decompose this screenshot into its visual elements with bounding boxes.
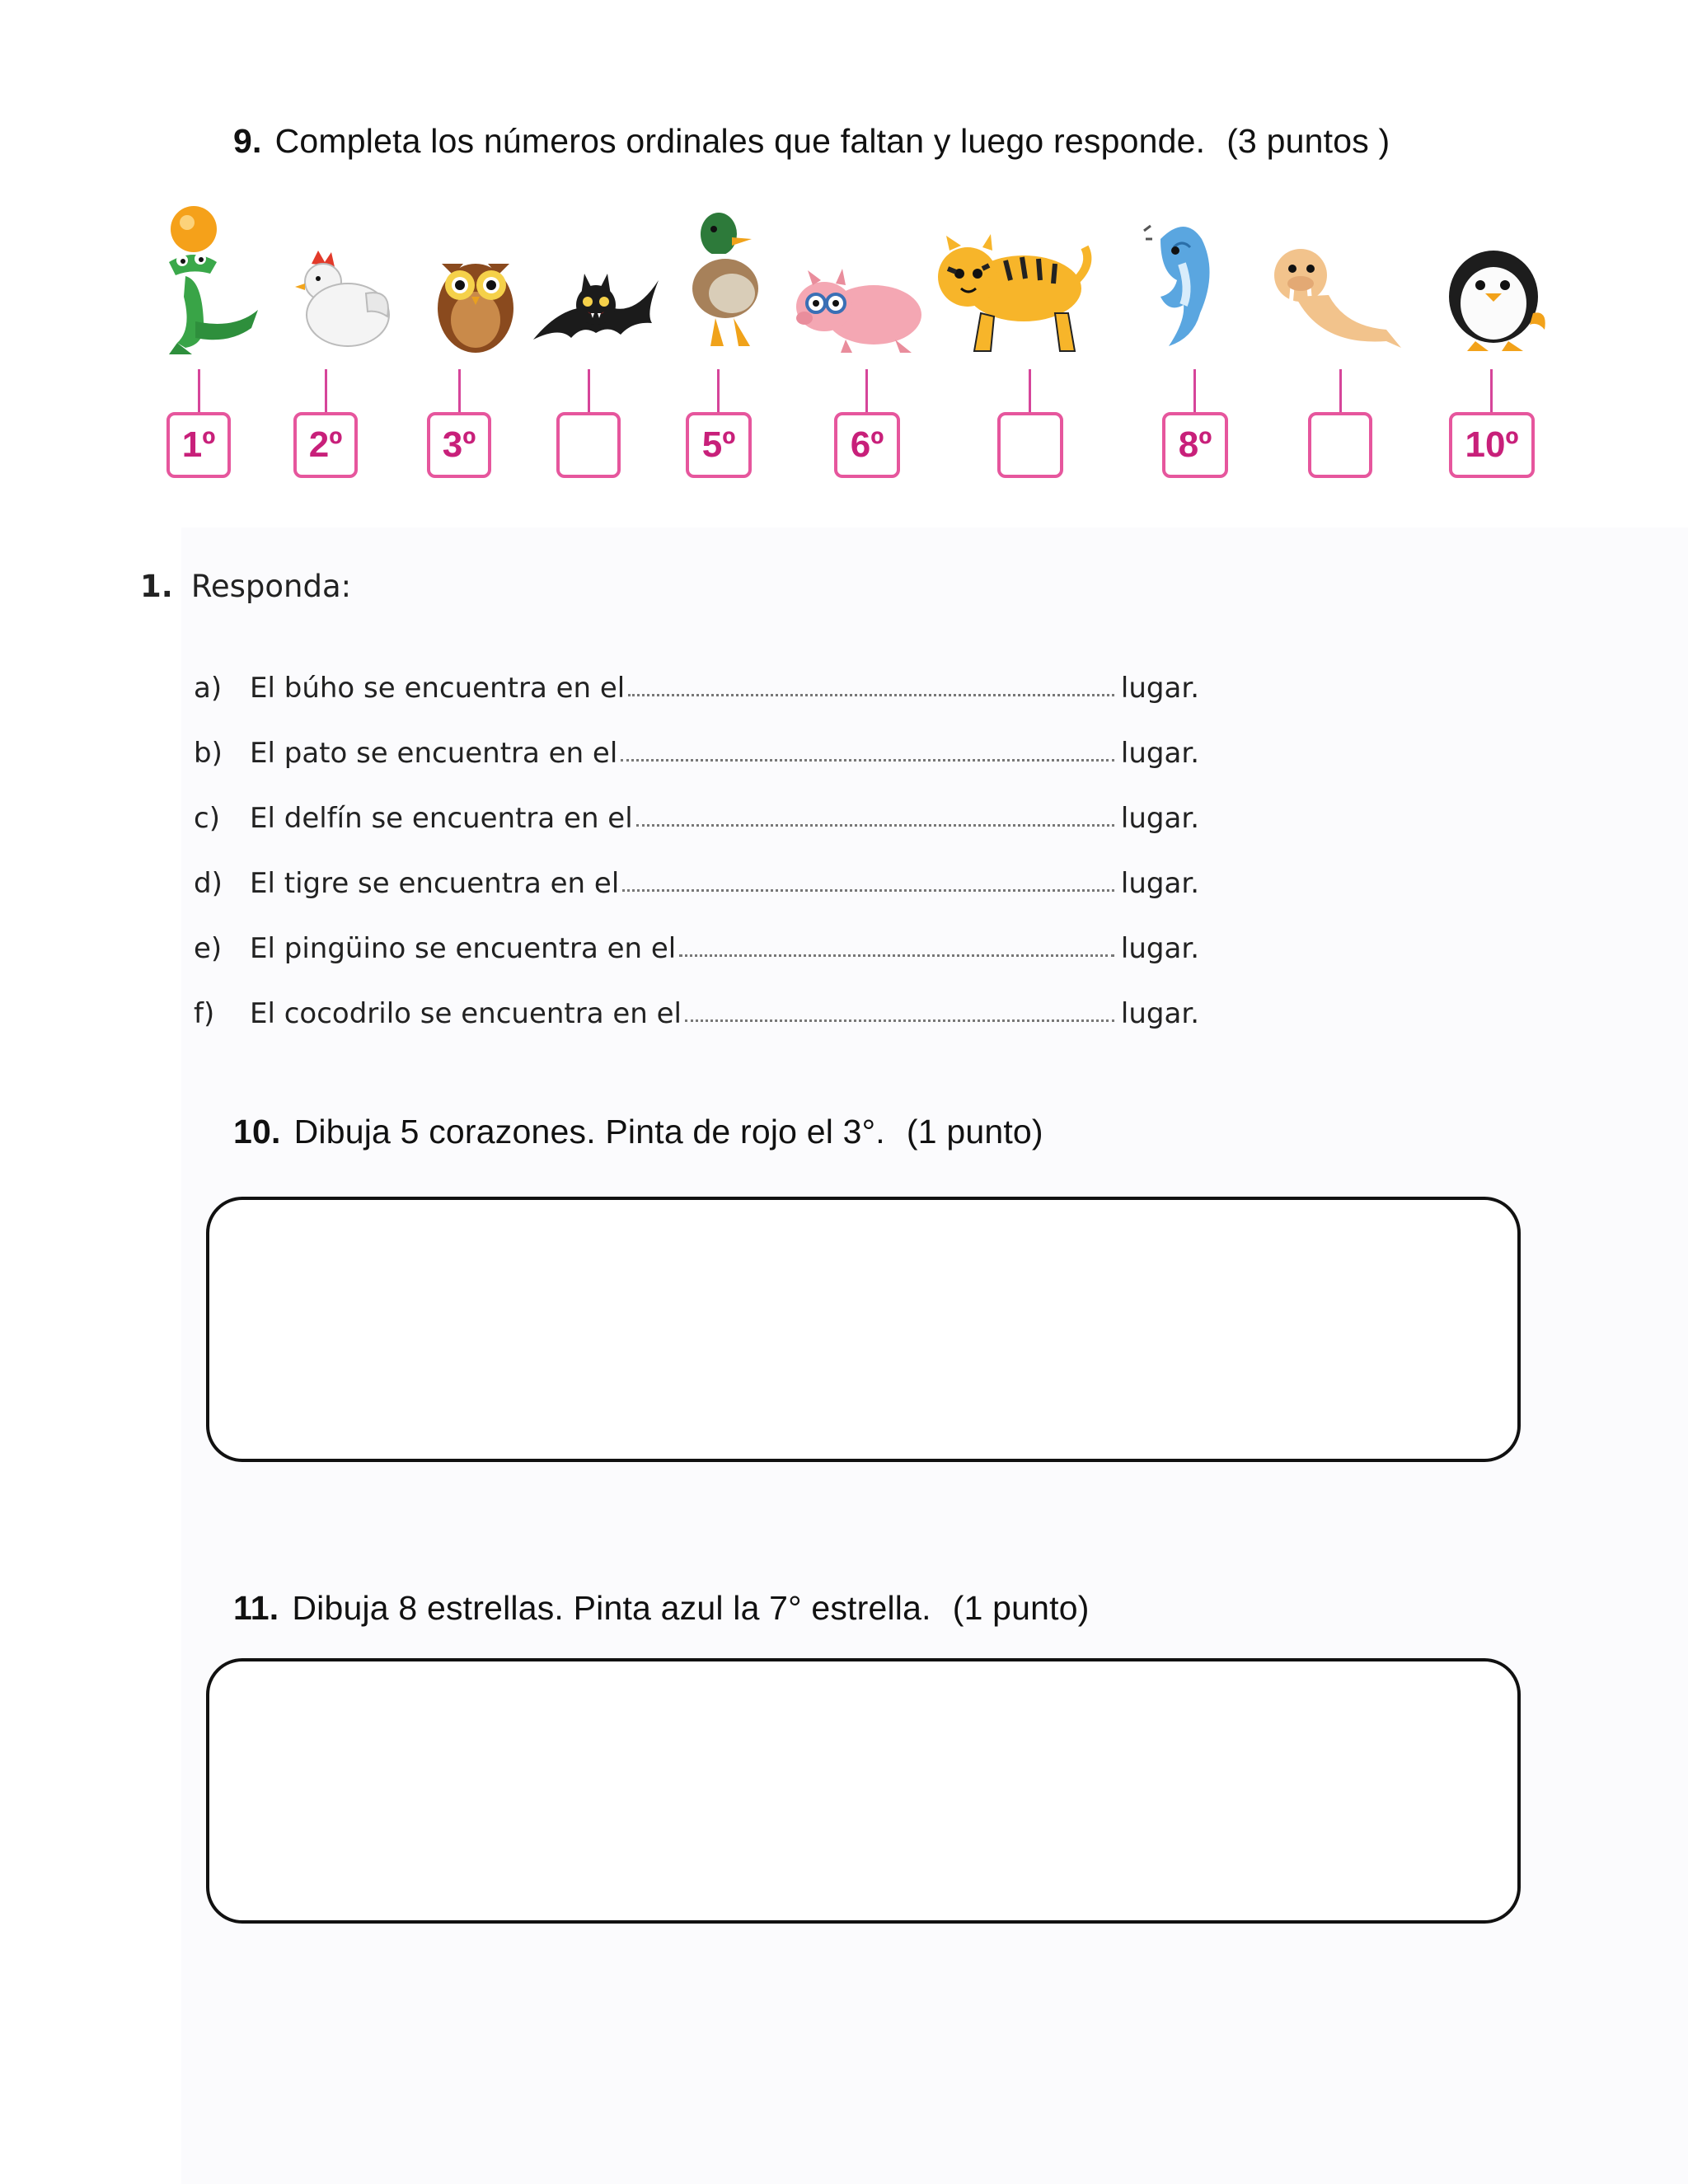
question-text: Completa los números ordinales que faltan y luego responde. bbox=[274, 122, 1206, 160]
connector-line bbox=[1029, 369, 1031, 412]
drawing-area-stars[interactable] bbox=[206, 1658, 1521, 1924]
question-11-title bbox=[233, 1589, 1090, 1628]
connector-line bbox=[865, 369, 868, 412]
item-end: lugar. bbox=[1120, 866, 1199, 900]
item-text: El delfín se encuentra en el bbox=[250, 801, 633, 835]
item-text: El pingüino se encuentra en el bbox=[250, 931, 677, 965]
ordinal-blank-4[interactable] bbox=[556, 412, 621, 478]
answer-blank[interactable] bbox=[679, 954, 1114, 957]
respond-label: Responda: bbox=[190, 569, 352, 604]
tiger-icon bbox=[940, 190, 1080, 354]
item-text: El pato se encuentra en el bbox=[250, 736, 618, 770]
owl-icon bbox=[406, 190, 546, 354]
ordinal-box-3: 3º bbox=[427, 412, 491, 478]
question-text: Dibuja 5 corazones. Pinta de rojo el 3°. bbox=[293, 1113, 885, 1151]
item-letter: a) bbox=[194, 671, 223, 705]
question-points: (3 puntos ) bbox=[1226, 122, 1390, 160]
answer-blank[interactable] bbox=[628, 694, 1114, 696]
item-end: lugar. bbox=[1120, 736, 1199, 770]
crocodile-icon bbox=[140, 190, 280, 354]
item-letter: f) bbox=[194, 996, 215, 1030]
question-number: 11. bbox=[233, 1589, 279, 1627]
connector-line bbox=[588, 369, 590, 412]
respond-heading bbox=[140, 569, 351, 604]
list-item bbox=[194, 851, 1199, 916]
ordinal-box-2: 2º bbox=[293, 412, 358, 478]
respond-number: 1. bbox=[140, 569, 173, 604]
connector-line bbox=[717, 369, 720, 412]
hen-icon bbox=[270, 190, 410, 354]
item-text: El búho se encuentra en el bbox=[250, 671, 626, 705]
connector-line bbox=[458, 369, 461, 412]
question-number: 9. bbox=[233, 122, 262, 160]
connector-line bbox=[325, 369, 327, 412]
question-text: Dibuja 8 estrellas. Pinta azul la 7° estrella. bbox=[292, 1589, 931, 1627]
item-end: lugar. bbox=[1120, 931, 1199, 965]
pig-icon bbox=[788, 190, 928, 354]
list-item bbox=[194, 785, 1199, 851]
item-letter: b) bbox=[194, 736, 223, 770]
question-10-title bbox=[233, 1113, 1043, 1151]
ordinal-box-5: 5º bbox=[686, 412, 752, 478]
question-9-title bbox=[233, 122, 1390, 161]
list-item bbox=[194, 720, 1199, 785]
walrus-icon bbox=[1263, 190, 1403, 354]
connector-line bbox=[1193, 369, 1196, 412]
question-number: 10. bbox=[233, 1113, 281, 1151]
answer-list bbox=[194, 655, 1199, 1046]
penguin-icon bbox=[1426, 190, 1566, 354]
answer-blank[interactable] bbox=[621, 759, 1114, 762]
ordinal-box-6: 6º bbox=[834, 412, 900, 478]
item-end: lugar. bbox=[1120, 996, 1199, 1030]
dolphin-icon bbox=[1111, 190, 1251, 354]
connector-line bbox=[1339, 369, 1342, 412]
animal-ordinal-strip bbox=[140, 190, 1558, 503]
question-points: (1 punto) bbox=[906, 1113, 1043, 1151]
ordinal-blank-9[interactable] bbox=[1308, 412, 1372, 478]
connector-line bbox=[198, 369, 200, 412]
answer-blank[interactable] bbox=[685, 1019, 1114, 1022]
item-text: El cocodrilo se encuentra en el bbox=[250, 996, 682, 1030]
ordinal-box-8: 8º bbox=[1162, 412, 1228, 478]
list-item bbox=[194, 981, 1199, 1046]
bat-icon bbox=[526, 190, 666, 354]
duck-icon bbox=[661, 190, 801, 354]
item-end: lugar. bbox=[1120, 801, 1199, 835]
ordinal-blank-7[interactable] bbox=[997, 412, 1063, 478]
connector-line bbox=[1490, 369, 1493, 412]
answer-blank[interactable] bbox=[636, 824, 1114, 827]
ordinal-box-1: 1º bbox=[166, 412, 231, 478]
list-item bbox=[194, 916, 1199, 981]
item-end: lugar. bbox=[1120, 671, 1199, 705]
drawing-area-hearts[interactable] bbox=[206, 1197, 1521, 1462]
ordinal-box-10: 10º bbox=[1449, 412, 1535, 478]
item-letter: d) bbox=[194, 866, 223, 900]
question-points: (1 punto) bbox=[952, 1589, 1090, 1627]
item-text: El tigre se encuentra en el bbox=[250, 866, 620, 900]
item-letter: c) bbox=[194, 801, 220, 835]
item-letter: e) bbox=[194, 931, 223, 965]
answer-blank[interactable] bbox=[622, 889, 1114, 892]
list-item bbox=[194, 655, 1199, 720]
